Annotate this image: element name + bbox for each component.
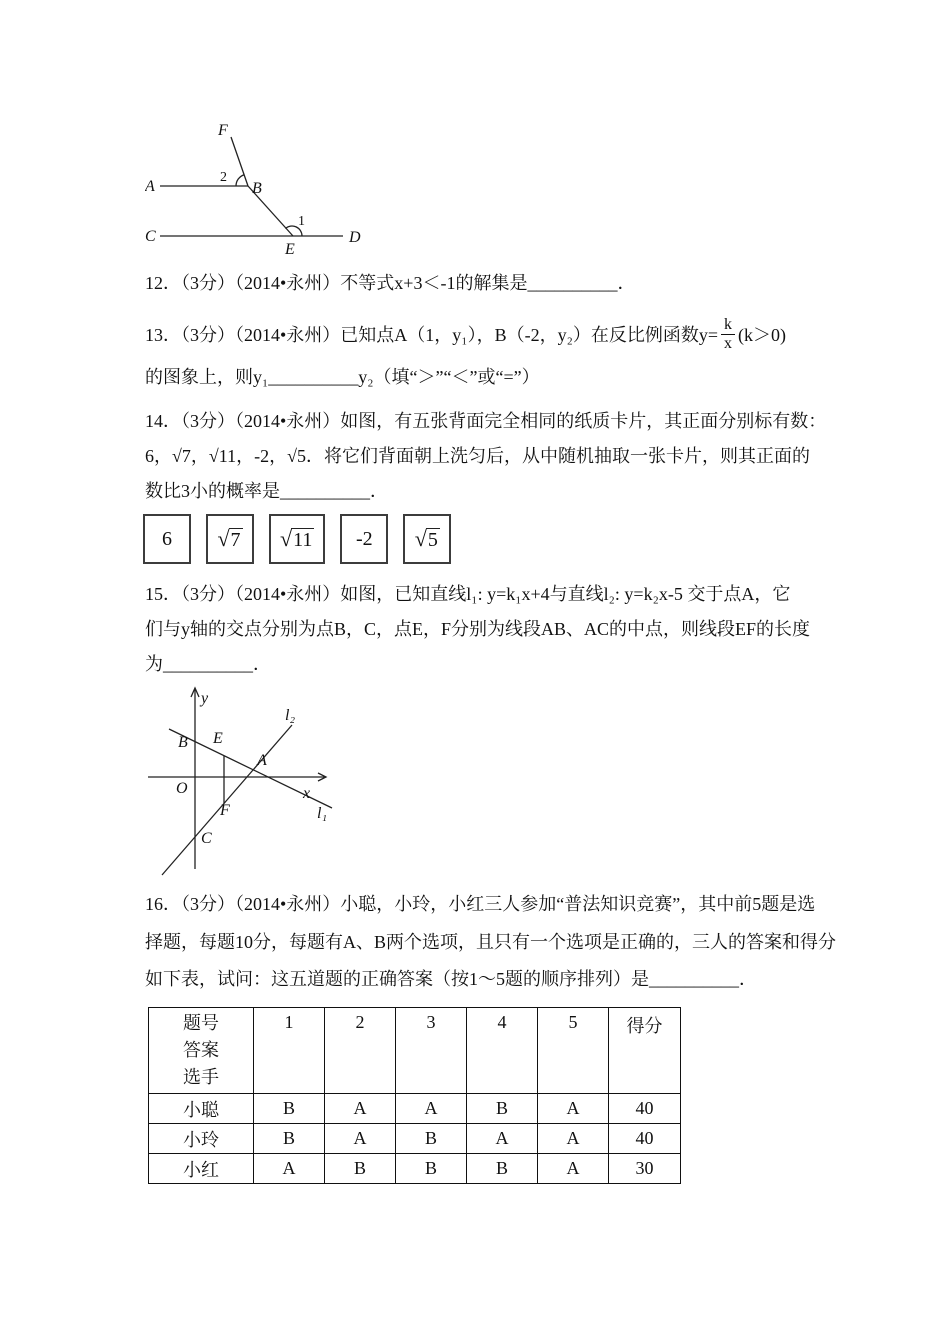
angle-arc-B: [236, 175, 244, 186]
question-16-line-2: 择题，每题10分，每题有A、B两个选项，且只有一个选项是正确的，三人的答案和得分: [145, 932, 837, 952]
answer-cell: A: [254, 1154, 325, 1184]
radical-sign: √: [217, 526, 230, 551]
answer-cell: B: [254, 1094, 325, 1124]
question-16-line-1: 16．（3分）（2014•永州）小聪，小玲，小红三人参加“普法知识竞赛”，其中前5题是选: [145, 894, 816, 914]
label-A: A: [145, 178, 155, 195]
score-cell: 30: [609, 1154, 681, 1184]
fraction-denominator: x: [724, 334, 733, 352]
card-value: 11: [293, 528, 313, 551]
card-value: 6: [162, 527, 172, 550]
fraction-k-over-x: [721, 316, 735, 352]
label-E: E: [285, 241, 295, 258]
column-header-1: 1: [254, 1008, 325, 1094]
corner-label-answer: 答案: [183, 1040, 219, 1060]
corner-label-question-number: 题号: [183, 1013, 219, 1033]
column-header-4: 4: [467, 1008, 538, 1094]
label-D: D: [349, 229, 361, 246]
label-x-axis: x: [303, 785, 311, 802]
column-header-5: 5: [538, 1008, 609, 1094]
answer-cell: A: [396, 1094, 467, 1124]
question-15-line-2: 们与y轴的交点分别为点B，C，点E，F分别为线段AB、AC的中点，则线段EF的长度: [145, 619, 811, 639]
table-row-xiaoling: [149, 1124, 681, 1154]
answer-cell: A: [325, 1094, 396, 1124]
label-B: B: [178, 734, 188, 751]
card-minus-2: [340, 514, 388, 564]
contestant-name: 小聪: [149, 1094, 254, 1124]
question-14-line-2: 6，√7，√11，-2，√5．将它们背面朝上洗匀后，从中随机抽取一张卡片，则其正面的: [145, 446, 810, 466]
label-y-axis: y: [201, 690, 209, 707]
score-cell: 40: [609, 1094, 681, 1124]
label-l2: l₂: [285, 707, 296, 724]
answer-cell: B: [396, 1154, 467, 1184]
answer-cell: A: [538, 1094, 609, 1124]
contestant-name: 小玲: [149, 1124, 254, 1154]
label-A: A: [257, 752, 267, 769]
radical-sign: √: [280, 526, 293, 551]
question-14-line-1: 14．（3分）（2014•永州）如图，有五张背面完全相同的纸质卡片，其正面分别标有数：: [145, 411, 827, 431]
label-angle-2: 2: [220, 170, 227, 185]
card-sqrt-7: [206, 514, 254, 564]
column-header-2: 2: [325, 1008, 396, 1094]
answer-cell: A: [538, 1154, 609, 1184]
label-B: B: [252, 180, 262, 197]
answer-cell: A: [467, 1124, 538, 1154]
number-cards: [143, 514, 451, 564]
label-angle-1: 1: [298, 214, 305, 229]
label-l1: l₁: [317, 805, 328, 822]
column-header-3: 3: [396, 1008, 467, 1094]
question-15-line-3: 为__________．: [145, 654, 271, 674]
question-14-line-3: 数比3小的概率是__________．: [145, 481, 388, 501]
ray-BF: [231, 137, 248, 186]
label-C: C: [201, 830, 212, 847]
answer-cell: B: [325, 1154, 396, 1184]
card-value: -2: [356, 527, 373, 550]
answer-cell: B: [254, 1124, 325, 1154]
table-row-xiaocong: [149, 1094, 681, 1124]
answer-cell: B: [467, 1154, 538, 1184]
label-F: F: [220, 802, 230, 819]
contestant-name: 小红: [149, 1154, 254, 1184]
question-16-line-3: 如下表，试问：这五道题的正确答案（按1～5题的顺序排列）是__________．: [145, 969, 757, 989]
answer-cell: B: [396, 1124, 467, 1154]
answer-cell: A: [325, 1124, 396, 1154]
label-F: F: [218, 122, 228, 139]
question-12-text: 12．（3分）（2014•永州）不等式x+3＜-1的解集是__________．: [145, 273, 636, 293]
card-value: 7: [230, 528, 241, 551]
label-C: C: [145, 228, 156, 245]
angle-figure: [145, 113, 395, 263]
fraction-numerator: k: [721, 316, 735, 335]
card-sqrt-11: [269, 514, 325, 564]
score-cell: 40: [609, 1124, 681, 1154]
table-corner-cell: [149, 1008, 254, 1094]
card-6: [143, 514, 191, 564]
answer-cell: A: [538, 1124, 609, 1154]
card-value: 5: [427, 528, 438, 551]
question-13-line-2: 的图象上，则y₁__________y₂（填“＞”“＜”或“=”）: [145, 367, 540, 387]
column-header-score: 得分: [609, 1008, 681, 1094]
question-13-prefix: 13．（3分）（2014•永州）已知点A（1，y₁），B（-2，y₂）在反比例函数y=: [145, 325, 719, 345]
answers-table: [148, 1007, 681, 1184]
coordinate-graph-figure: [145, 683, 355, 883]
radical-sign: √: [414, 526, 427, 551]
table-header-row: [149, 1008, 681, 1094]
table-row-xiaohong: [149, 1154, 681, 1184]
label-origin: O: [176, 780, 188, 797]
corner-label-contestant: 选手: [183, 1067, 219, 1087]
question-13-line-1: [145, 312, 786, 358]
card-sqrt-5: [403, 514, 451, 564]
label-E: E: [213, 730, 223, 747]
answer-cell: B: [467, 1094, 538, 1124]
question-13-suffix: (k＞0): [738, 325, 787, 345]
question-15-line-1: 15．（3分）（2014•永州）如图，已知直线l₁: y=k₁x+4与直线l₂: y=k₂x-5 交于点A，它: [145, 584, 791, 604]
